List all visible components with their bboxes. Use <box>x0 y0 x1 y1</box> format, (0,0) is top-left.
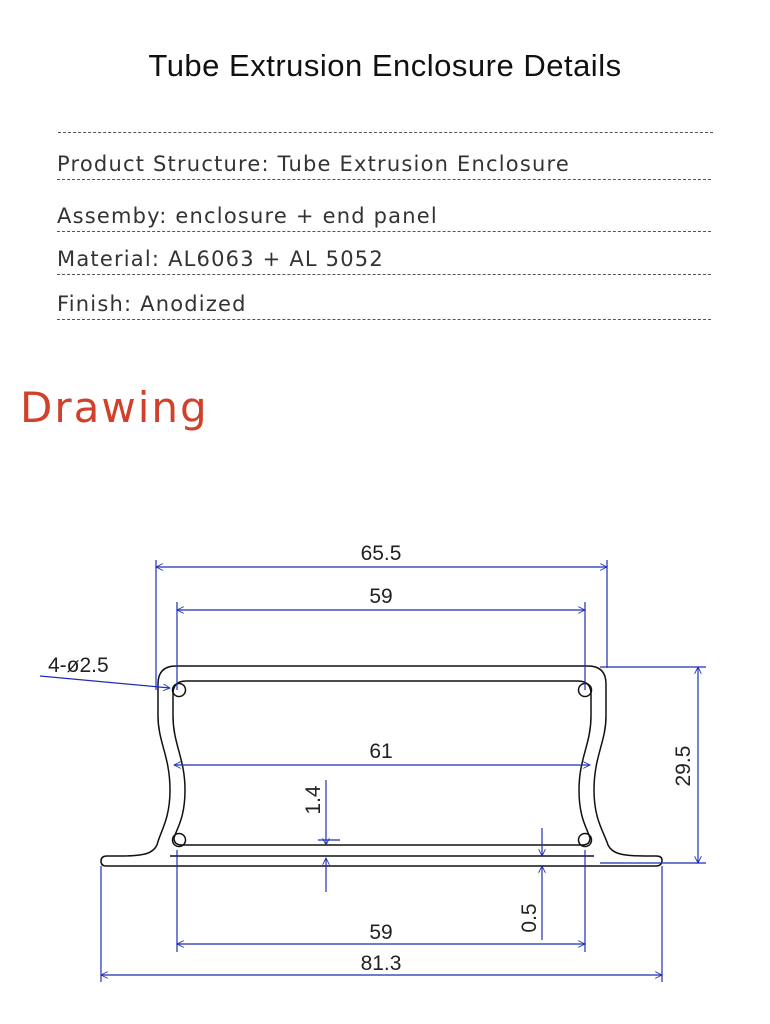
dim-hole-callout: 4-ø2.5 <box>48 654 109 677</box>
spec-label: Assemby <box>57 204 160 228</box>
dim-height: 29.5 <box>672 745 695 787</box>
enclosure-profile <box>101 666 662 866</box>
dimension-lines <box>40 560 706 982</box>
page-title: Tube Extrusion Enclosure Details <box>148 48 622 83</box>
enclosure-drawing <box>0 500 770 1000</box>
dim-inner-width-bottom: 59 <box>369 921 393 944</box>
spec-label: Material <box>57 247 152 271</box>
top-divider <box>58 132 713 133</box>
spec-value: Tube Extrusion Enclosure <box>277 152 570 176</box>
spec-value: enclosure + end panel <box>175 204 438 228</box>
dim-inner-width-mid: 61 <box>369 740 393 763</box>
dim-flange-thickness: 0.5 <box>518 903 541 933</box>
spec-value: Anodized <box>140 292 247 316</box>
spec-product-structure: Product Structure: Tube Extrusion Enclosure <box>57 152 711 180</box>
profile-outer <box>101 666 662 866</box>
spec-label: Finish <box>57 292 124 316</box>
dim-outer-width: 65.5 <box>360 542 402 565</box>
spec-assembly: Assemby: enclosure + end panel <box>57 204 711 232</box>
section-title: Drawing <box>20 383 209 432</box>
screw-boss-top-left <box>173 684 186 697</box>
spec-label: Product Structure <box>57 152 262 176</box>
dim-wall-thickness: 1.4 <box>302 785 325 815</box>
spec-finish: Finish: Anodized <box>57 292 711 320</box>
dim-inner-width-top: 59 <box>369 585 393 608</box>
dim-total-width: 81.3 <box>360 952 402 975</box>
spec-material: Material: AL6063 + AL 5052 <box>57 247 711 275</box>
profile-inner <box>173 681 591 845</box>
spec-value: AL6063 + AL 5052 <box>168 247 384 271</box>
